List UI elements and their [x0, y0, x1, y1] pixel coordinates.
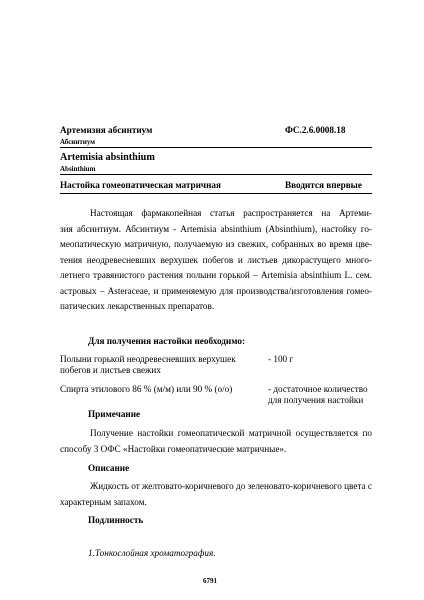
authenticity-heading: Подлинность	[88, 515, 144, 525]
needed-heading: Для получения настойки необходимо:	[88, 336, 246, 346]
header-divider-3	[60, 193, 372, 194]
header-divider-1	[60, 147, 372, 148]
description-paragraph	[60, 479, 372, 510]
ingredient-name	[60, 354, 236, 376]
intro-line: меопатическую матричную, получаемую из свежих, собранных во время цве-	[60, 239, 372, 249]
ingredient-name: Спирта этилового 86 % (м/м) или 90 % (о/о)	[60, 384, 233, 394]
intro-line: патических лекарственных препаратов.	[60, 301, 215, 311]
page-number: 6791	[203, 577, 217, 585]
ingredient-amount	[268, 384, 368, 406]
note-paragraph	[60, 426, 372, 457]
monograph-code: ФС.2.6.0008.18	[285, 125, 346, 135]
intro-line: астровых – Asteraceae, и применяемую для производства/изготовления гомео-	[60, 285, 372, 296]
document-status: Вводится впервые	[285, 180, 362, 190]
intro-line: летнего травянистого растения полыни горькой – Artemisia absinthium L. сем.	[60, 270, 372, 280]
monograph-subtitle-latin: Absinthium	[60, 165, 96, 173]
note-heading: Примечание	[88, 409, 141, 419]
ingredient-amount: - 100 г	[268, 354, 294, 364]
description-line: характерным запахом.	[60, 496, 147, 507]
tlc-label: 1.Тонкослойная хроматография.	[88, 548, 216, 558]
note-line: Получение настойки гомеопатической матричной осуществляется по	[90, 428, 372, 438]
intro-line: Настоящая фармакопейная статья распространяется на Артеми-	[90, 208, 372, 218]
ingredient-name-line: Полыни горькой неодревесневших верхушек	[60, 354, 236, 364]
intro-line: тения неодревесневших верхушек побегов и листьев дикорастущего много-	[60, 254, 372, 265]
monograph-title-latin: Artemisia absinthium	[60, 152, 155, 163]
monograph-subtitle-ru: Абсинтиум	[60, 138, 96, 146]
header-divider-2	[60, 174, 372, 175]
description-heading: Описание	[88, 463, 130, 473]
intro-line: зия абсинтиум. Абсинтиум - Artemisia absinthium (Absinthium), настойку го-	[60, 223, 372, 234]
note-line: способу 3 ОФС «Настойки гомеопатические матричные».	[60, 443, 287, 454]
description-line: Жидкость от желтовато-коричневого до зеленовато-коричневого цвета с	[90, 481, 372, 491]
ingredient-amount-line: для получения настойки	[268, 395, 364, 405]
intro-paragraph	[60, 206, 372, 315]
ingredient-amount-line: - достаточное количество	[268, 384, 368, 394]
monograph-title-ru: Артемизия абсинтиум	[60, 125, 153, 135]
ingredient-name-line: побегов и листьев свежих	[60, 365, 161, 375]
document-name: Настойка гомеопатическая матричная	[60, 180, 221, 190]
